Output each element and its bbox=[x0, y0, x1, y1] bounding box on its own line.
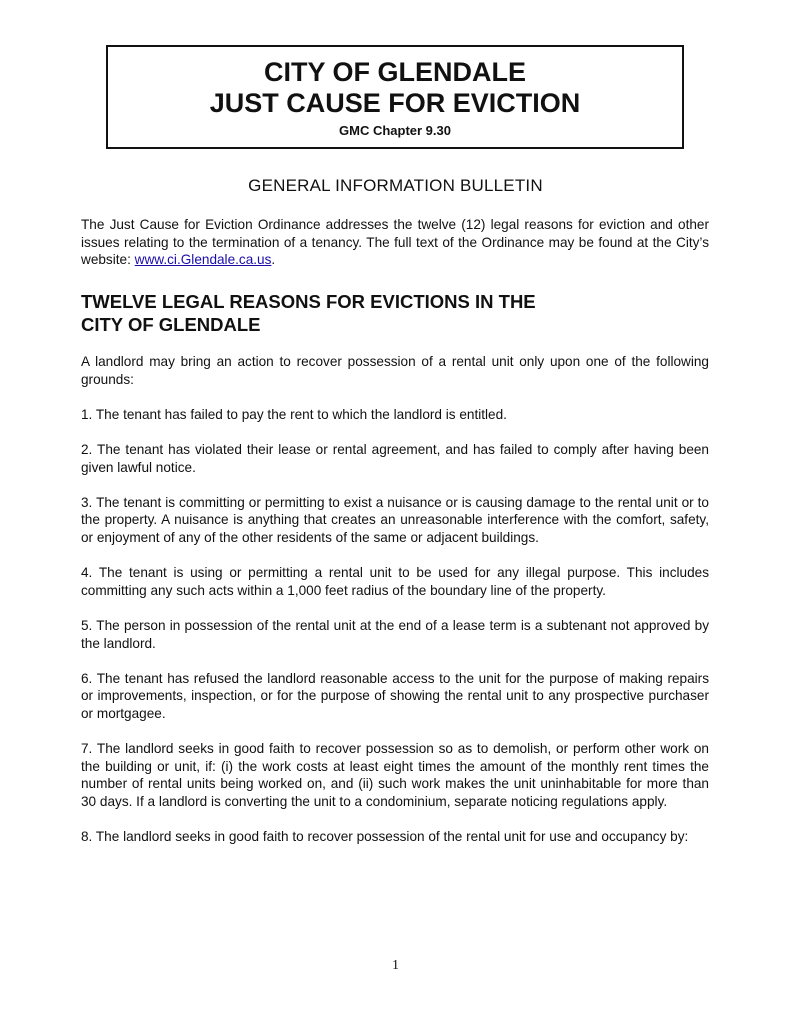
grounds-list bbox=[81, 353, 709, 863]
ground-item-2: 2. The tenant has violated their lease or rental agreement, and has failed to comply after having been given lawful notice. bbox=[81, 441, 709, 475]
section-heading-line2: CITY OF GLENDALE bbox=[81, 314, 261, 335]
title-city: CITY OF GLENDALE bbox=[263, 57, 526, 87]
intro-end: . bbox=[271, 252, 276, 268]
ground-item-4: 4. The tenant is using or permitting a rental unit to be used for any illegal purpose. This includes committing any such acts within a 1,000 feet radius of the boundary line of the property. bbox=[81, 565, 709, 598]
title-box bbox=[106, 45, 684, 149]
section-heading-line1: TWELVE LEGAL REASONS FOR EVICTIONS IN THE bbox=[81, 291, 536, 312]
city-website-link[interactable]: www.ci.Glendale.ca.us bbox=[134, 252, 272, 268]
bulletin-title: GENERAL INFORMATION BULLETIN bbox=[248, 176, 543, 195]
title-ordinance: JUST CAUSE FOR EVICTION bbox=[209, 88, 581, 118]
ground-item-5: 5. The person in possession of the rental unit at the end of a lease term is a subtenant not approved by the landlord. bbox=[81, 617, 709, 651]
ground-item-3: 3. The tenant is committing or permitting to exist a nuisance or is causing damage to the rental unit or to the property. A nuisance is anything that creates an unreasonable interference with the comfort, safety, or enjoyment of any of the other residents of the same or adjacent buildings. bbox=[81, 494, 709, 545]
ground-item-7: 7. The landlord seeks in good faith to recover possession so as to demolish, or perform other work on the building or unit, if: (i) the work costs at least eight times the amount of the monthly rent times the number of rental units being worked on, and (ii) such work makes the unit uninhabitable for more than 30 days. If a landlord is converting the unit to a condominium, separate noticing regulations apply. bbox=[81, 741, 709, 809]
grounds-lead: A landlord may bring an action to recover possession of a rental unit only upon one of the following grounds: bbox=[81, 354, 709, 387]
ground-item-8: 8. The landlord seeks in good faith to recover possession of the rental unit for use and occupancy by: bbox=[81, 829, 689, 845]
title-chapter: GMC Chapter 9.30 bbox=[339, 123, 451, 138]
section-heading bbox=[81, 290, 721, 336]
ground-item-6: 6. The tenant has refused the landlord reasonable access to the unit for the purpose of making repairs or improvements, inspection, or for the purpose of showing the rental unit to any prospective purchaser or mortgagee. bbox=[81, 670, 709, 721]
ground-item-1: 1. The tenant has failed to pay the rent to which the landlord is entitled. bbox=[81, 406, 507, 422]
intro-paragraph bbox=[81, 216, 709, 269]
page-number: 1 bbox=[392, 958, 399, 973]
intro-text: The Just Cause for Eviction Ordinance addresses the twelve (12) legal reasons for eviction and other issues relating to the termination of a tenancy. The full text of the Ordinance may be found at the City’s website: bbox=[81, 217, 709, 268]
